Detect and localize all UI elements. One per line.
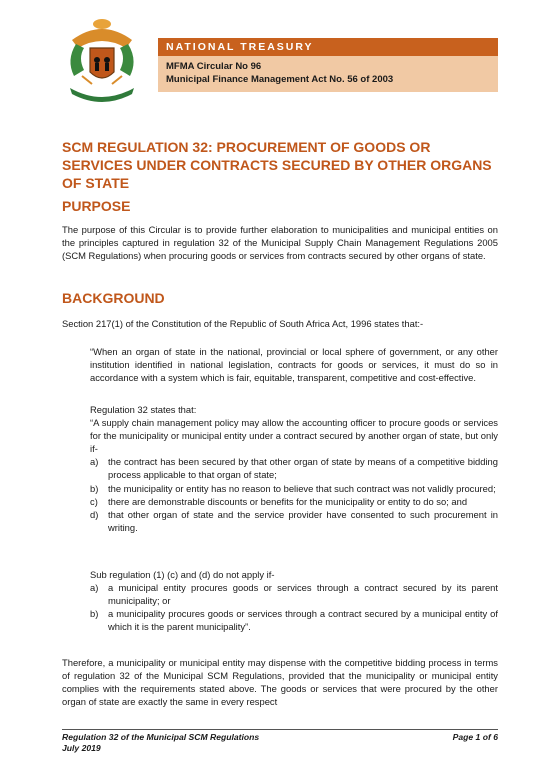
background-heading: BACKGROUND xyxy=(62,290,165,306)
list-item: b) the municipality or entity has no reason to believe that such contract was not validly procured; xyxy=(90,482,496,494)
coat-of-arms-logo xyxy=(62,10,142,110)
sub-regulation-intro: Sub regulation (1) (c) and (d) do not apply if- xyxy=(90,569,275,580)
regulation-block xyxy=(90,403,498,534)
page-number: Page 1 of 6 xyxy=(452,732,498,742)
conclusion-paragraph: Therefore, a municipality or municipal entity may dispense with the competitive bidding process in terms of regulation 32 of the Municipal SCM Regulations, provided that the municipality or municipal entity complies with the requirements stated above. The goods or services that were procured by the other organ of state are exactly the same in every respect xyxy=(62,657,498,708)
purpose-paragraph: The purpose of this Circular is to provide further elaboration to municipalities and municipal entities on the principles captured in regulation 32 of the Municipal Supply Chain Management Regulations 2005 (SCM Regulations) when procuring goods or services from contracts secured by other organs of state. xyxy=(62,224,498,262)
footer-date: July 2019 xyxy=(62,743,101,753)
footer-title: Regulation 32 of the Municipal SCM Regulations xyxy=(62,732,260,742)
regulation-quote: “A supply chain management policy may allow the accounting officer to procure goods or services for the municipality or municipal entity under a contract secured by another organ of state, but only if- xyxy=(90,417,498,455)
sub-regulation-block xyxy=(90,568,498,633)
footer-divider xyxy=(62,729,498,730)
document-title: SCM REGULATION 32: PROCUREMENT OF GOODS OR SERVICES UNDER CONTRACTS SECURED BY OTHER ORGANS OF STATE xyxy=(62,139,492,191)
act-name: Municipal Finance Management Act No. 56 of 2003 xyxy=(166,74,394,85)
circular-number: MFMA Circular No 96 xyxy=(166,61,262,72)
sub-regulation-list xyxy=(90,581,498,633)
list-item: a) the contract has been secured by that other organ of state by means of a competitive bidding process applicable to that organ of state; xyxy=(90,456,498,481)
list-item: a) a municipal entity procures goods or services through a contract secured by its parent municipality; or xyxy=(90,582,498,607)
list-item: b) a municipality procures goods or services through a contract secured by a municipal entity of which it is the parent municipality”. xyxy=(90,608,498,633)
background-intro: Section 217(1) of the Constitution of the Republic of South Africa Act, 1996 states that:- xyxy=(62,318,424,329)
regulation-conditions-list xyxy=(90,455,498,534)
constitution-quote: “When an organ of state in the national, provincial or local sphere of government, or any other institution identified in national legislation, contracts for goods or services, it must do so in accordance with a system which is fair, equitable, transparent, competitive and cost-effective. xyxy=(90,346,498,384)
regulation-intro: Regulation 32 states that: xyxy=(90,404,197,415)
purpose-heading: PURPOSE xyxy=(62,198,131,214)
national-treasury-banner: NATIONAL TREASURY xyxy=(158,38,498,56)
list-item: d) that other organ of state and the service provider have consented to such procurement in writing. xyxy=(90,508,498,533)
footer-left xyxy=(62,732,259,754)
circular-info-box xyxy=(158,56,498,92)
list-item: c) there are demonstrable discounts or benefits for the municipality or entity to do so; and xyxy=(90,495,468,507)
